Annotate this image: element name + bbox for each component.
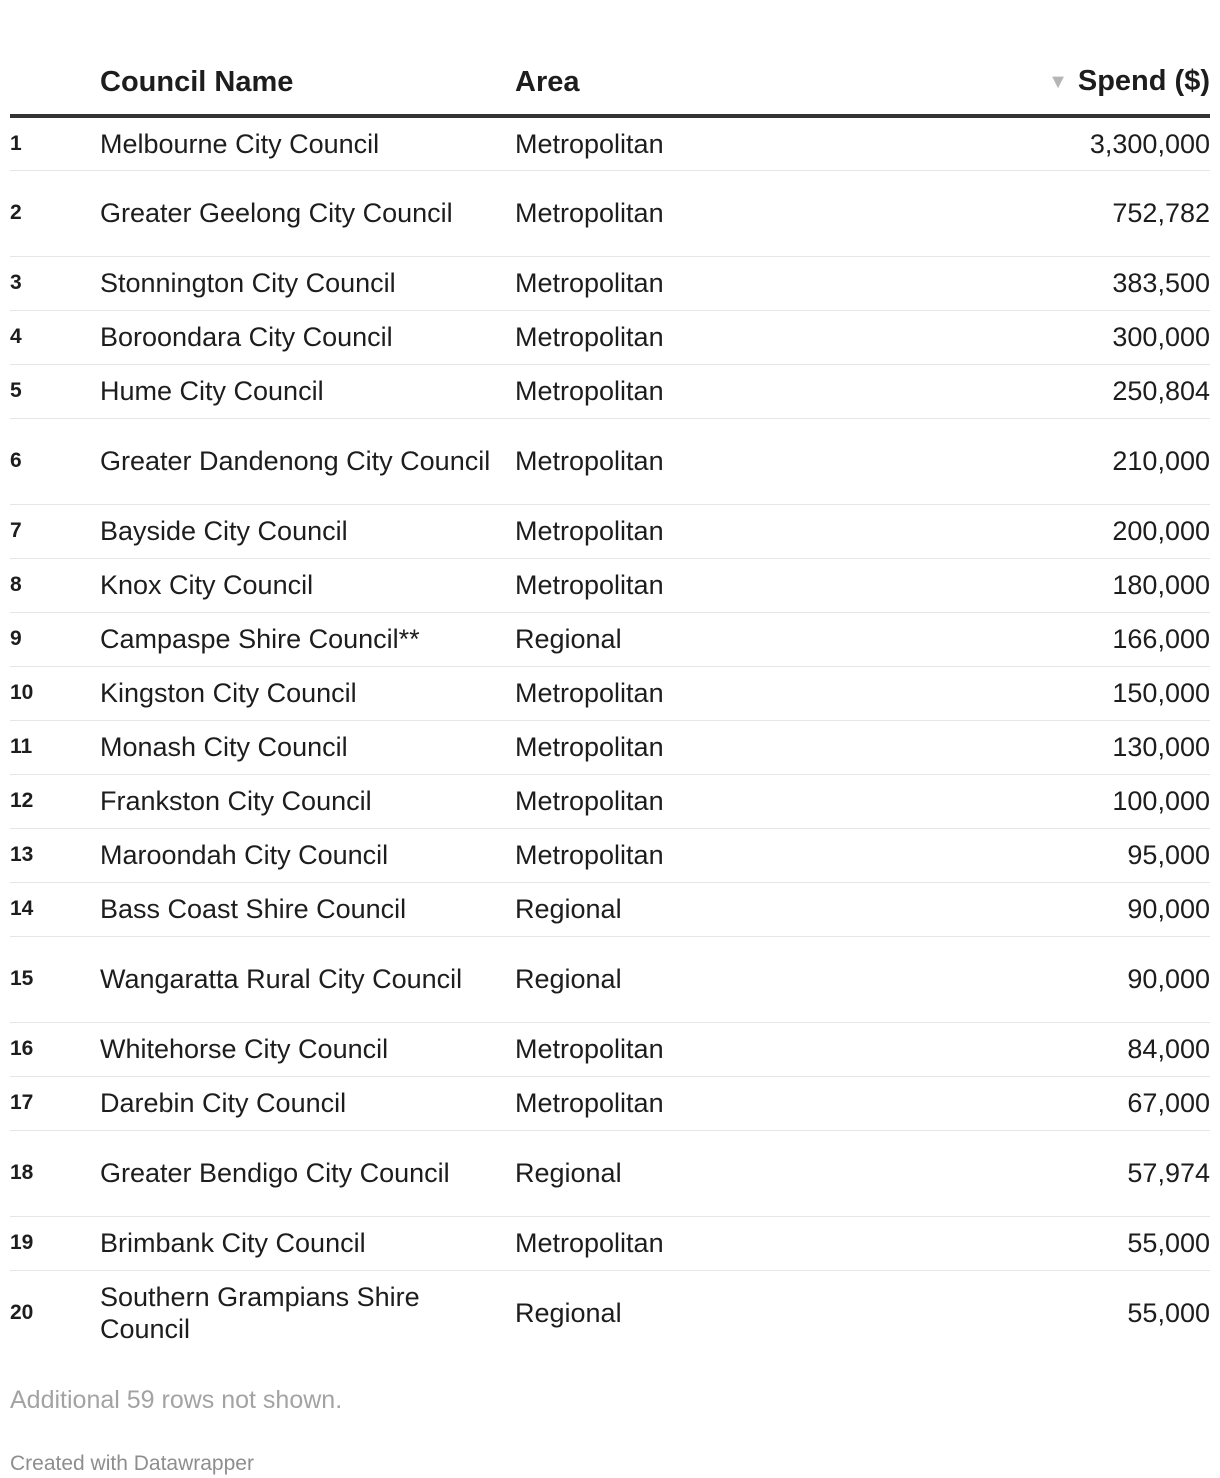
cell-area: Metropolitan bbox=[515, 1076, 845, 1130]
table-header bbox=[10, 0, 1210, 116]
table-row bbox=[10, 774, 1210, 828]
cell-council-name: Hume City Council bbox=[100, 364, 515, 418]
header-rank bbox=[10, 0, 100, 116]
cell-council-name: Boroondara City Council bbox=[100, 310, 515, 364]
cell-rank: 14 bbox=[10, 882, 100, 936]
cell-spend: 200,000 bbox=[845, 504, 1210, 558]
cell-area: Regional bbox=[515, 936, 845, 1022]
cell-area: Metropolitan bbox=[515, 170, 845, 256]
header-spend-label: Spend ($) bbox=[1077, 65, 1210, 97]
table-row bbox=[10, 170, 1210, 256]
cell-council-name: Greater Dandenong City Council bbox=[100, 418, 515, 504]
cell-council-name: Greater Bendigo City Council bbox=[100, 1130, 515, 1216]
cell-spend: 55,000 bbox=[845, 1216, 1210, 1270]
cell-council-name: Frankston City Council bbox=[100, 774, 515, 828]
header-spend[interactable] bbox=[845, 0, 1210, 116]
cell-area: Regional bbox=[515, 612, 845, 666]
cell-rank: 8 bbox=[10, 558, 100, 612]
cell-rank: 18 bbox=[10, 1130, 100, 1216]
cell-spend: 100,000 bbox=[845, 774, 1210, 828]
cell-council-name: Bayside City Council bbox=[100, 504, 515, 558]
rows-not-shown-note: Additional 59 rows not shown. bbox=[10, 1386, 343, 1414]
table-row bbox=[10, 828, 1210, 882]
cell-council-name: Southern Grampians Shire Council bbox=[100, 1282, 420, 1345]
cell-spend: 3,300,000 bbox=[845, 116, 1210, 170]
cell-council-name: Kingston City Council bbox=[100, 666, 515, 720]
cell-area: Metropolitan bbox=[515, 116, 845, 170]
cell-spend: 166,000 bbox=[845, 612, 1210, 666]
table-container bbox=[10, 0, 1210, 1478]
cell-spend: 67,000 bbox=[845, 1076, 1210, 1130]
cell-spend: 383,500 bbox=[845, 256, 1210, 310]
table-row bbox=[10, 310, 1210, 364]
cell-spend: 300,000 bbox=[845, 310, 1210, 364]
cell-spend: 250,804 bbox=[845, 364, 1210, 418]
cell-area: Regional bbox=[515, 1130, 845, 1216]
table-body bbox=[10, 116, 1210, 1356]
cell-rank: 12 bbox=[10, 774, 100, 828]
cell-area: Metropolitan bbox=[515, 666, 845, 720]
cell-council-name: Greater Geelong City Council bbox=[100, 170, 515, 256]
cell-area: Metropolitan bbox=[515, 504, 845, 558]
cell-spend: 180,000 bbox=[845, 558, 1210, 612]
table-row bbox=[10, 1270, 1210, 1356]
cell-rank: 15 bbox=[10, 936, 100, 1022]
cell-council-name: Melbourne City Council bbox=[100, 116, 515, 170]
cell-area: Metropolitan bbox=[515, 418, 845, 504]
cell-spend: 130,000 bbox=[845, 720, 1210, 774]
table-row bbox=[10, 256, 1210, 310]
table-row bbox=[10, 558, 1210, 612]
cell-rank: 20 bbox=[10, 1301, 34, 1325]
table-row bbox=[10, 418, 1210, 504]
cell-council-name: Whitehorse City Council bbox=[100, 1022, 515, 1076]
cell-council-name: Campaspe Shire Council** bbox=[100, 612, 515, 666]
cell-area: Metropolitan bbox=[515, 1216, 845, 1270]
cell-council-name: Maroondah City Council bbox=[100, 828, 515, 882]
header-council-name[interactable]: Council Name bbox=[100, 0, 515, 116]
cell-rank: 19 bbox=[10, 1216, 100, 1270]
cell-rank: 4 bbox=[10, 310, 100, 364]
table-row bbox=[10, 1130, 1210, 1216]
cell-area: Metropolitan bbox=[515, 1022, 845, 1076]
cell-area: Regional bbox=[515, 882, 845, 936]
cell-spend: 84,000 bbox=[845, 1022, 1210, 1076]
table-row bbox=[10, 936, 1210, 1022]
cell-rank: 3 bbox=[10, 256, 100, 310]
cell-spend: 55,000 bbox=[1127, 1298, 1210, 1329]
header-row bbox=[10, 0, 1210, 116]
cell-area: Metropolitan bbox=[515, 774, 845, 828]
cell-area: Metropolitan bbox=[515, 364, 845, 418]
table-row bbox=[10, 882, 1210, 936]
cell-rank: 7 bbox=[10, 504, 100, 558]
table-row bbox=[10, 666, 1210, 720]
cell-rank: 2 bbox=[10, 170, 100, 256]
datawrapper-credit[interactable]: Created with Datawrapper bbox=[10, 1452, 254, 1475]
cell-rank: 17 bbox=[10, 1076, 100, 1130]
cell-rank: 10 bbox=[10, 666, 100, 720]
cell-spend: 90,000 bbox=[845, 936, 1210, 1022]
cell-council-name: Monash City Council bbox=[100, 720, 515, 774]
cell-council-name: Stonnington City Council bbox=[100, 256, 515, 310]
cell-area: Metropolitan bbox=[515, 310, 845, 364]
cell-area: Metropolitan bbox=[515, 720, 845, 774]
cell-spend: 210,000 bbox=[845, 418, 1210, 504]
cell-council-name: Brimbank City Council bbox=[100, 1216, 515, 1270]
cell-area: Metropolitan bbox=[515, 828, 845, 882]
cell-council-name: Wangaratta Rural City Council bbox=[100, 936, 515, 1022]
table-row bbox=[10, 1216, 1210, 1270]
cell-spend: 752,782 bbox=[845, 170, 1210, 256]
cell-spend: 90,000 bbox=[845, 882, 1210, 936]
cell-council-name: Knox City Council bbox=[100, 558, 515, 612]
table-row bbox=[10, 116, 1210, 170]
cell-spend: 150,000 bbox=[845, 666, 1210, 720]
table-row bbox=[10, 1076, 1210, 1130]
cell-rank: 1 bbox=[10, 116, 100, 170]
cell-rank: 16 bbox=[10, 1022, 100, 1076]
cell-council-name: Bass Coast Shire Council bbox=[100, 882, 515, 936]
table-row bbox=[10, 504, 1210, 558]
cell-rank: 9 bbox=[10, 612, 100, 666]
cell-rank: 11 bbox=[10, 720, 100, 774]
header-area[interactable]: Area bbox=[515, 0, 845, 116]
cell-rank: 13 bbox=[10, 828, 100, 882]
table-row bbox=[10, 364, 1210, 418]
cell-rank: 5 bbox=[10, 364, 100, 418]
table-row bbox=[10, 612, 1210, 666]
cell-council-name: Darebin City Council bbox=[100, 1076, 515, 1130]
cell-spend: 95,000 bbox=[845, 828, 1210, 882]
table-row bbox=[10, 1022, 1210, 1076]
cell-spend: 57,974 bbox=[845, 1130, 1210, 1216]
table-row bbox=[10, 720, 1210, 774]
cell-area: Metropolitan bbox=[515, 558, 845, 612]
sort-descending-icon: ▼ bbox=[1048, 71, 1068, 93]
cell-area: Metropolitan bbox=[515, 256, 845, 310]
cell-area: Regional bbox=[515, 1298, 622, 1329]
cell-rank: 6 bbox=[10, 418, 100, 504]
council-spend-table bbox=[10, 0, 1210, 1356]
